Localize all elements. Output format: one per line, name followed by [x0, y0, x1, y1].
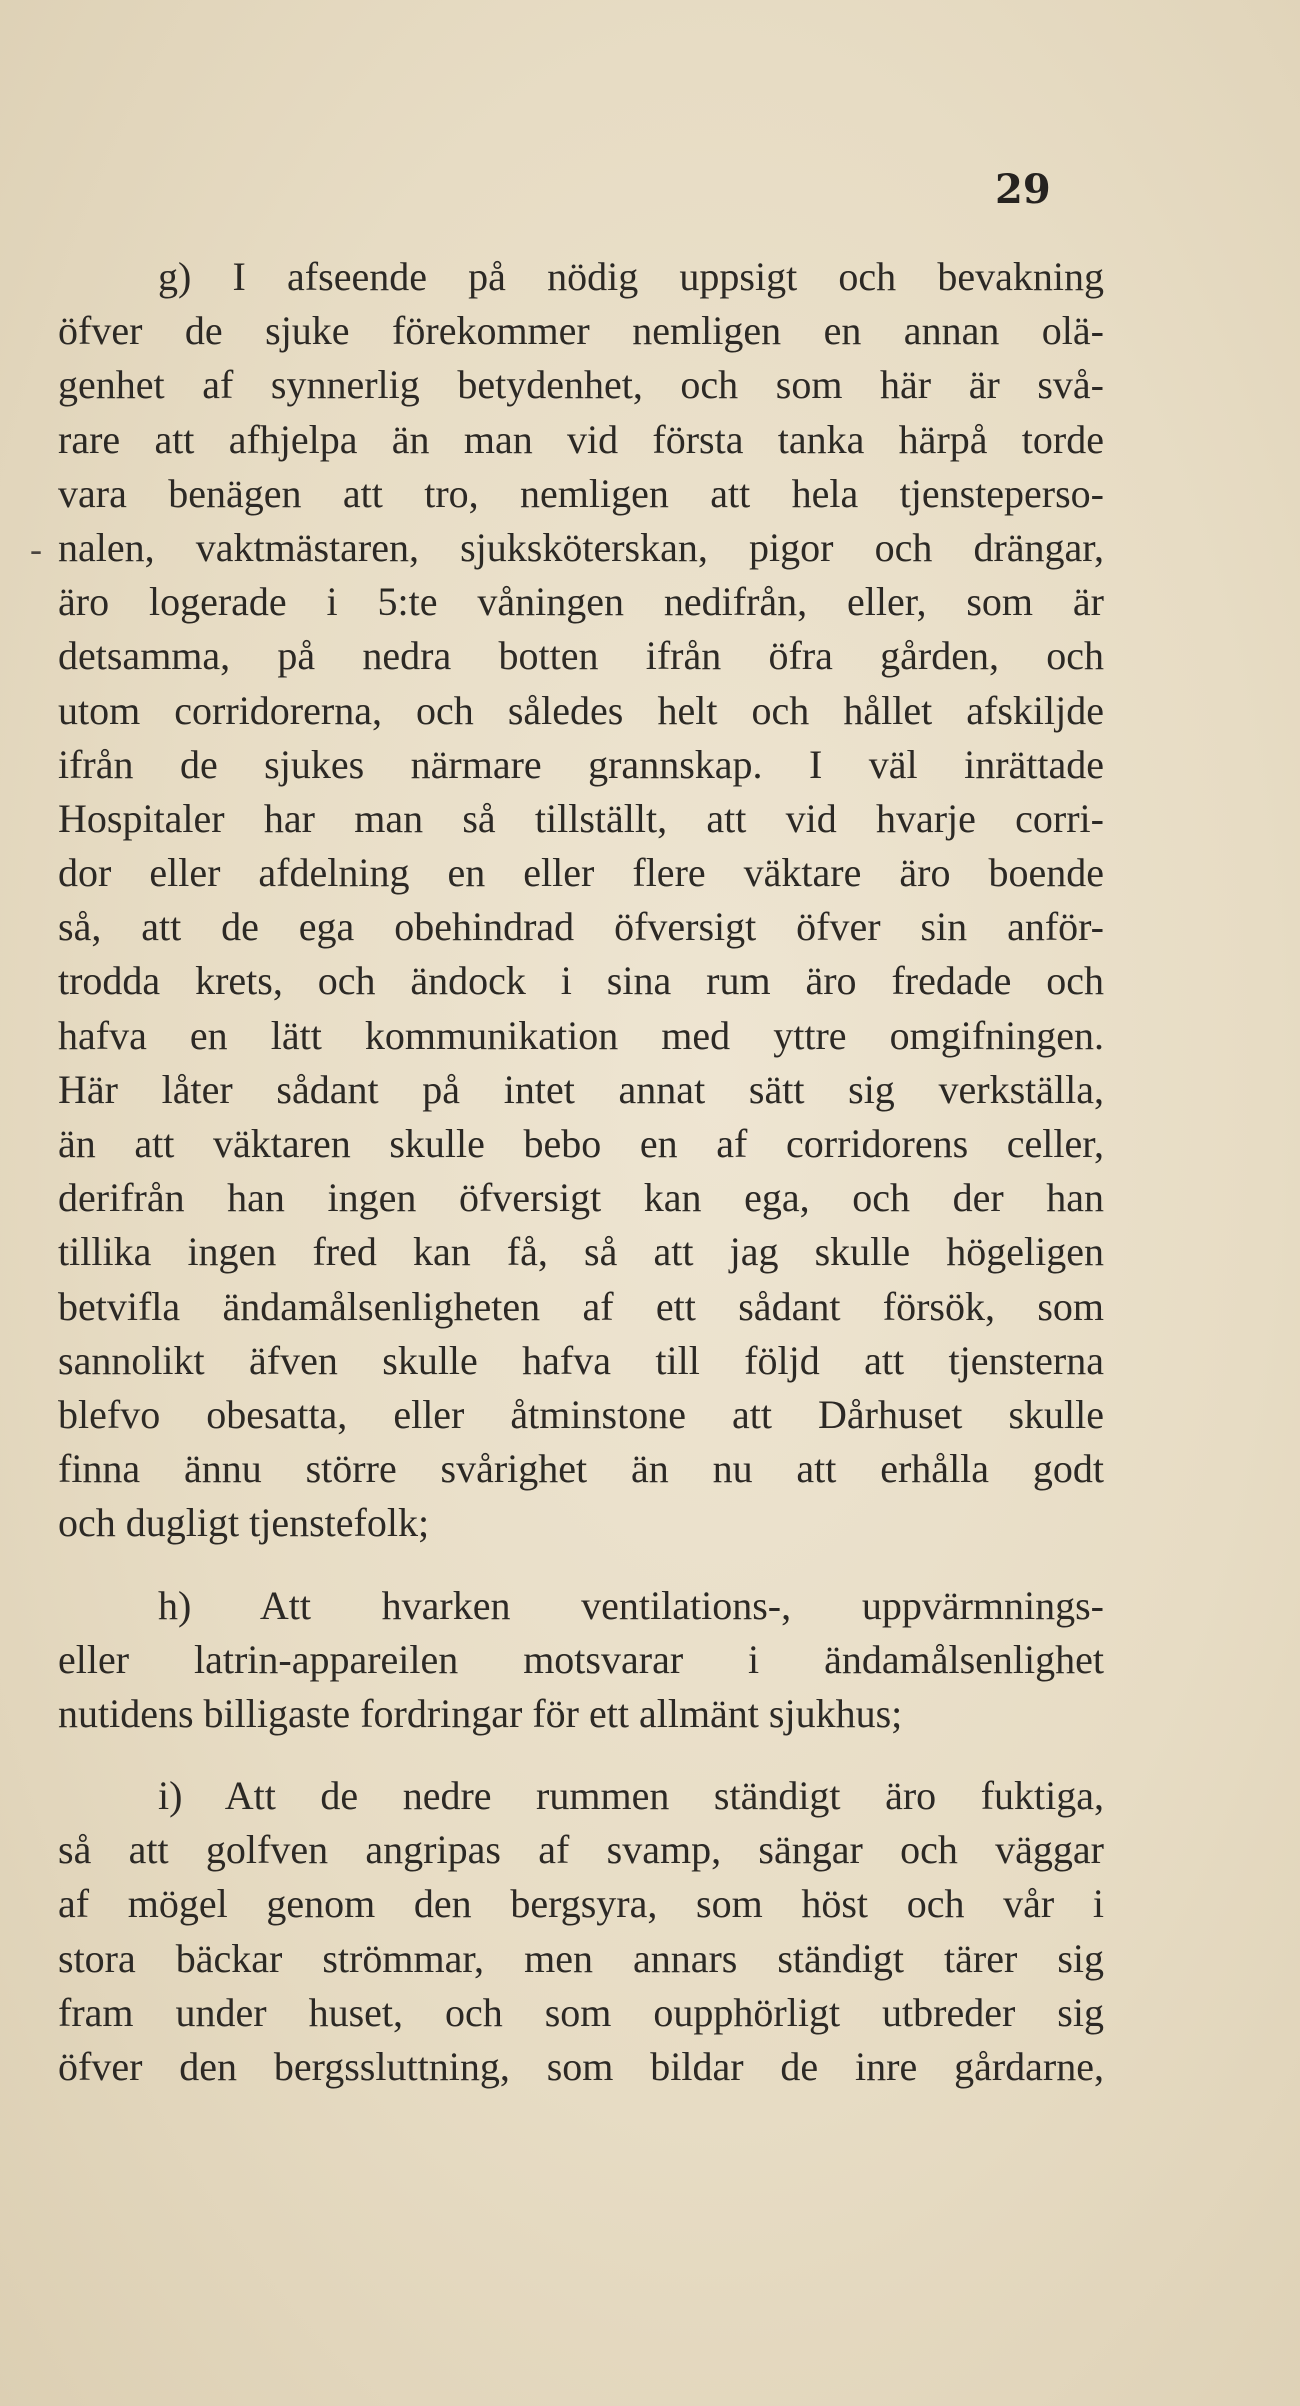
text-line: genhet af synnerlig betydenhet, och som här är svå-	[58, 362, 1104, 408]
text-line: nutidens billigaste fordringar för ett allmänt sjukhus;	[58, 1690, 903, 1736]
text-line: vara benägen att tro, nemligen att hela tjensteperso-	[58, 470, 1104, 516]
text-line: blefvo obesatta, eller åtminstone att Dårhuset skulle	[58, 1391, 1104, 1437]
text-line: finna ännu större svårighet än nu att erhålla godt	[58, 1446, 1104, 1492]
text-line: trodda krets, och ändock i sina rum äro fredade och	[58, 958, 1104, 1004]
text-line: utom corridorerna, och således helt och hållet afskiljde	[58, 687, 1104, 733]
text-line: så, att de ega obehindrad öfversigt öfver sin anför-	[58, 904, 1104, 950]
text-line: tillika ingen fred kan få, så att jag skulle högeligen	[58, 1229, 1104, 1275]
text-line: ifrån de sjukes närmare grannskap. I väl inrättade	[58, 741, 1104, 787]
text-line: så att golfven angripas af svamp, sängar och väggar	[58, 1827, 1104, 1873]
text-line: dor eller afdelning en eller flere väktare äro boende	[58, 850, 1104, 896]
text-line: fram under huset, och som oupphörligt utbreder sig	[58, 1989, 1104, 2035]
text-line: än att väktaren skulle bebo en af corridorens celler,	[58, 1121, 1104, 1166]
text-line: i) Att de nedre rummen ständigt äro fuktiga,	[158, 1773, 1104, 1819]
text-line: stora bäckar strömmar, men annars ständigt tärer sig	[58, 1935, 1104, 1981]
body-text	[58, 250, 1104, 2094]
margin-mark: -	[30, 529, 42, 569]
text-line: Här låter sådant på intet annat sätt sig verkställa,	[58, 1066, 1104, 1112]
text-line: af mögel genom den bergsyra, som höst och vår i	[58, 1881, 1104, 1927]
text-line: sannolikt äfven skulle hafva till följd att tjensterna	[58, 1337, 1104, 1383]
text-line: eller latrin-appareilen motsvarar i ändamålsenlighet	[58, 1636, 1104, 1682]
text-line: öfver den bergssluttning, som bildar de inre gårdarne,	[58, 2044, 1104, 2089]
text-line: äro logerade i 5:te våningen nedifrån, eller, som är	[58, 579, 1104, 625]
text-line: nalen, vaktmästaren, sjuksköterskan, pigor och drängar,	[58, 524, 1104, 570]
text-line: Hospitaler har man så tillställt, att vid hvarje corri-	[58, 795, 1104, 841]
page-number: 29	[995, 166, 1051, 213]
text-line: hafva en lätt kommunikation med yttre omgifningen.	[58, 1012, 1104, 1058]
text-line: öfver de sjuke förekommer nemligen en annan olä-	[58, 308, 1104, 354]
text-line: derifrån han ingen öfversigt kan ega, och der han	[58, 1175, 1104, 1221]
paragraph-gap	[58, 1551, 1104, 1579]
paragraph-gap	[58, 1741, 1104, 1769]
text-line: rare att afhjelpa än man vid första tanka härpå torde	[58, 416, 1104, 462]
text-line: h) Att hvarken ventilations-, uppvärmnings-	[158, 1582, 1104, 1628]
text-line: och dugligt tjenstefolk;	[58, 1500, 430, 1546]
text-line: betvifla ändamålsenligheten af ett sådant försök, som	[58, 1283, 1104, 1329]
text-line: g) I afseende på nödig uppsigt och bevakning	[158, 254, 1104, 299]
text-line: detsamma, på nedra botten ifrån öfra gården, och	[58, 633, 1104, 679]
